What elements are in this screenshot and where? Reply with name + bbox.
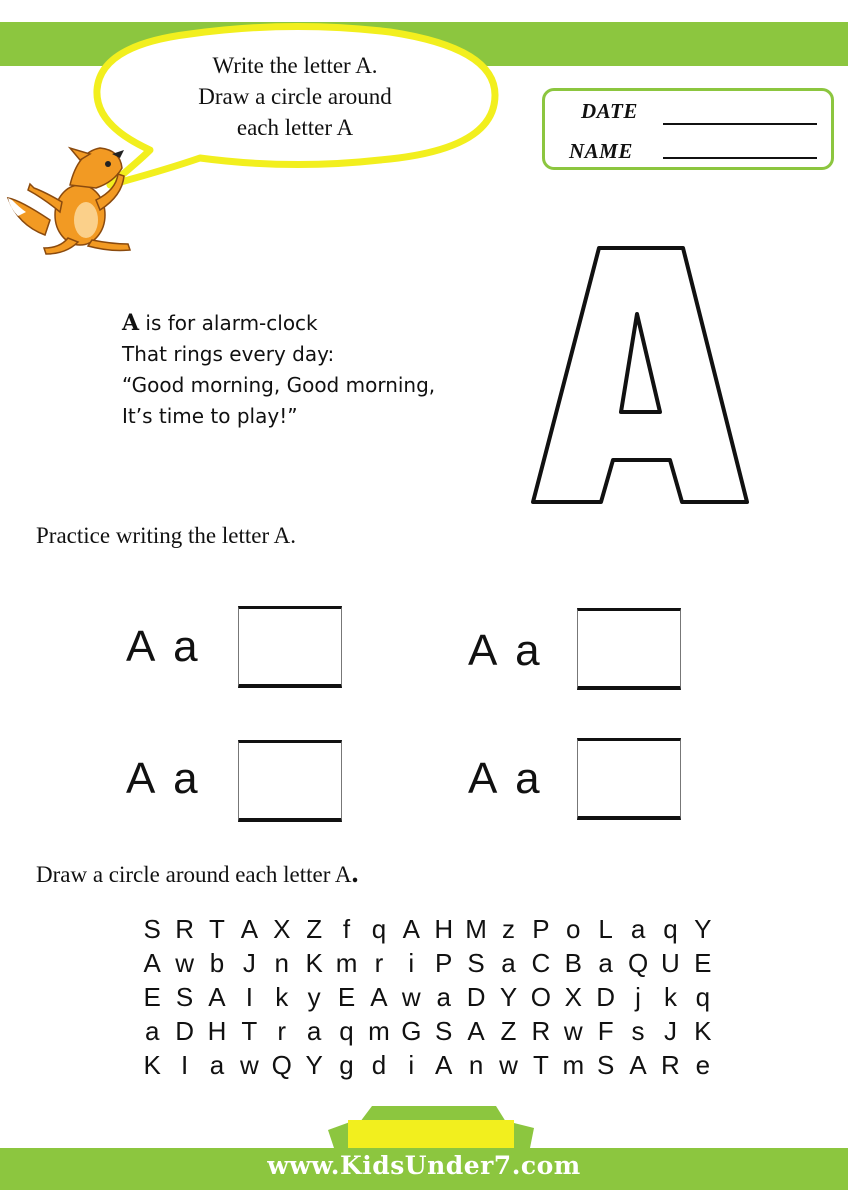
grid-letter[interactable]: i — [408, 948, 415, 978]
poem-line: “Good morning, Good morning, — [122, 373, 436, 397]
grid-letter[interactable]: A — [467, 1016, 485, 1046]
grid-letter[interactable]: T — [209, 914, 225, 944]
grid-letter[interactable]: r — [277, 1016, 287, 1046]
grid-letter[interactable]: w — [499, 1050, 518, 1080]
circle-task-period: . — [351, 858, 359, 889]
grid-letter[interactable]: m — [335, 948, 358, 978]
grid-letter[interactable]: Q — [271, 1050, 292, 1080]
grid-letter[interactable]: A — [402, 914, 420, 944]
alphabet-poem — [122, 308, 435, 432]
grid-letter[interactable]: D — [175, 1016, 194, 1046]
grid-letter[interactable]: D — [596, 982, 616, 1012]
grid-letter[interactable]: X — [273, 914, 291, 944]
grid-letter[interactable]: q — [663, 914, 678, 944]
grid-letter[interactable]: Z — [500, 1016, 517, 1046]
writing-box[interactable] — [577, 608, 681, 690]
grid-letter[interactable]: S — [467, 948, 485, 978]
grid-letter[interactable]: B — [564, 948, 582, 978]
grid-letter[interactable]: j — [635, 982, 641, 1012]
grid-letter[interactable]: a — [598, 948, 613, 978]
grid-letter[interactable]: T — [532, 1050, 549, 1080]
grid-letter[interactable]: J — [663, 1016, 677, 1046]
grid-letter[interactable]: F — [597, 1016, 614, 1046]
poem-line-rest: is for alarm-clock — [139, 311, 318, 335]
grid-letter[interactable]: f — [342, 914, 351, 944]
grid-letter[interactable]: A — [629, 1050, 647, 1080]
grid-letter[interactable]: y — [307, 982, 321, 1012]
grid-letter[interactable]: w — [563, 1016, 583, 1046]
footer-banner-decoration — [320, 1100, 540, 1152]
grid-letter[interactable]: e — [695, 1050, 711, 1080]
grid-letter[interactable]: Y — [694, 914, 712, 944]
grid-letter[interactable]: i — [408, 1050, 415, 1080]
grid-letter[interactable]: R — [531, 1016, 551, 1046]
big-letter-outline — [520, 236, 760, 516]
letter-row — [136, 912, 719, 946]
grid-letter[interactable]: R — [175, 914, 194, 944]
grid-letter[interactable]: D — [466, 982, 486, 1012]
grid-letter[interactable]: H — [434, 914, 454, 944]
instruction-line: Draw a circle around — [198, 84, 392, 109]
grid-letter[interactable]: A — [370, 982, 388, 1012]
grid-letter[interactable]: E — [143, 982, 161, 1012]
letter-row — [136, 946, 719, 980]
grid-letter[interactable]: S — [435, 1016, 453, 1046]
grid-letter[interactable]: E — [694, 948, 712, 978]
grid-letter[interactable]: n — [274, 948, 289, 978]
name-field[interactable] — [663, 157, 817, 159]
grid-letter[interactable]: w — [401, 982, 421, 1012]
poem-bold-letter: A — [122, 310, 140, 336]
grid-letter[interactable]: a — [436, 982, 451, 1012]
grid-letter[interactable]: q — [339, 1016, 354, 1046]
instruction-text — [150, 50, 440, 143]
grid-letter[interactable]: I — [180, 1050, 189, 1080]
grid-letter[interactable]: a — [306, 1016, 322, 1046]
instruction-line: each letter A — [236, 115, 354, 140]
grid-letter[interactable]: S — [175, 982, 194, 1012]
grid-letter[interactable]: H — [207, 1016, 227, 1046]
grid-letter[interactable]: q — [695, 982, 711, 1012]
grid-letter[interactable]: X — [564, 982, 582, 1012]
grid-letter[interactable]: A — [240, 914, 259, 944]
grid-letter[interactable]: G — [401, 1016, 422, 1046]
poem-line — [122, 308, 435, 339]
poem-line: It’s time to play!” — [122, 404, 298, 428]
poem-line: That rings every day: — [122, 342, 335, 366]
grid-letter[interactable]: P — [435, 948, 453, 978]
grid-letter[interactable]: A — [435, 1050, 453, 1080]
grid-letter[interactable]: m — [562, 1050, 585, 1080]
instruction-line: Write the letter A. — [212, 53, 378, 78]
grid-letter[interactable]: A — [208, 982, 226, 1012]
grid-letter[interactable]: T — [241, 1016, 258, 1046]
grid-letter[interactable]: K — [143, 1050, 161, 1080]
grid-letter[interactable]: I — [245, 982, 253, 1012]
grid-letter[interactable]: L — [598, 914, 613, 944]
letter-row — [136, 1014, 719, 1048]
grid-letter[interactable]: R — [661, 1050, 680, 1080]
grid-letter[interactable]: s — [631, 1016, 645, 1046]
practice-letters: A a — [468, 626, 544, 675]
grid-letter[interactable]: g — [339, 1050, 354, 1080]
practice-letters: A a — [468, 754, 544, 803]
grid-letter[interactable]: a — [501, 948, 516, 978]
practice-letters: A a — [126, 622, 202, 671]
letter-row — [136, 980, 719, 1014]
grid-letter[interactable]: Q — [627, 948, 649, 978]
grid-letter[interactable]: a — [209, 1050, 225, 1080]
grid-letter[interactable]: b — [209, 948, 225, 978]
site-url[interactable]: www.KidsUnder7.com — [267, 1151, 581, 1180]
letter-row — [136, 1048, 719, 1082]
grid-letter[interactable]: K — [305, 948, 323, 978]
grid-letter[interactable]: S — [596, 1050, 615, 1080]
grid-letter[interactable]: Y — [499, 982, 518, 1012]
grid-letter[interactable]: m — [368, 1016, 390, 1046]
date-name-box — [542, 88, 834, 170]
grid-letter[interactable]: d — [371, 1050, 387, 1080]
writing-box[interactable] — [238, 606, 342, 688]
circle-task-text: Draw a circle around each letter A — [36, 862, 352, 887]
grid-letter[interactable]: k — [275, 982, 289, 1012]
grid-letter[interactable]: J — [242, 948, 256, 978]
circle-task-title — [36, 858, 358, 890]
grid-letter[interactable]: Y — [305, 1050, 323, 1080]
grid-letter[interactable]: z — [501, 914, 515, 944]
practice-title: Practice writing the letter A. — [36, 523, 296, 548]
grid-letter[interactable]: k — [663, 982, 677, 1012]
grid-letter[interactable]: C — [531, 948, 551, 978]
date-label: DATE — [581, 99, 638, 123]
grid-letter[interactable]: U — [661, 948, 680, 978]
letter-grid — [136, 912, 719, 1082]
writing-box[interactable] — [577, 738, 681, 820]
grid-letter[interactable]: P — [532, 914, 550, 944]
grid-letter[interactable]: a — [630, 914, 646, 944]
grid-letter[interactable]: w — [239, 1050, 259, 1080]
grid-letter[interactable]: O — [530, 982, 551, 1012]
grid-letter[interactable]: E — [337, 982, 356, 1012]
grid-letter[interactable]: n — [468, 1050, 484, 1080]
fox-mascot-icon — [0, 140, 150, 260]
date-field[interactable] — [663, 123, 817, 125]
grid-letter[interactable]: r — [374, 948, 384, 978]
grid-letter[interactable]: w — [175, 948, 194, 978]
practice-letters: A a — [126, 754, 202, 803]
grid-letter[interactable]: S — [143, 914, 161, 944]
grid-letter[interactable]: K — [694, 1016, 712, 1046]
grid-letter[interactable]: A — [143, 948, 161, 978]
grid-letter[interactable]: q — [371, 914, 387, 944]
grid-letter[interactable]: a — [144, 1016, 160, 1046]
grid-letter[interactable]: M — [465, 914, 487, 944]
grid-letter[interactable]: o — [566, 914, 581, 944]
writing-box[interactable] — [238, 740, 342, 822]
name-label: NAME — [569, 139, 633, 163]
grid-letter[interactable]: Z — [306, 914, 323, 944]
